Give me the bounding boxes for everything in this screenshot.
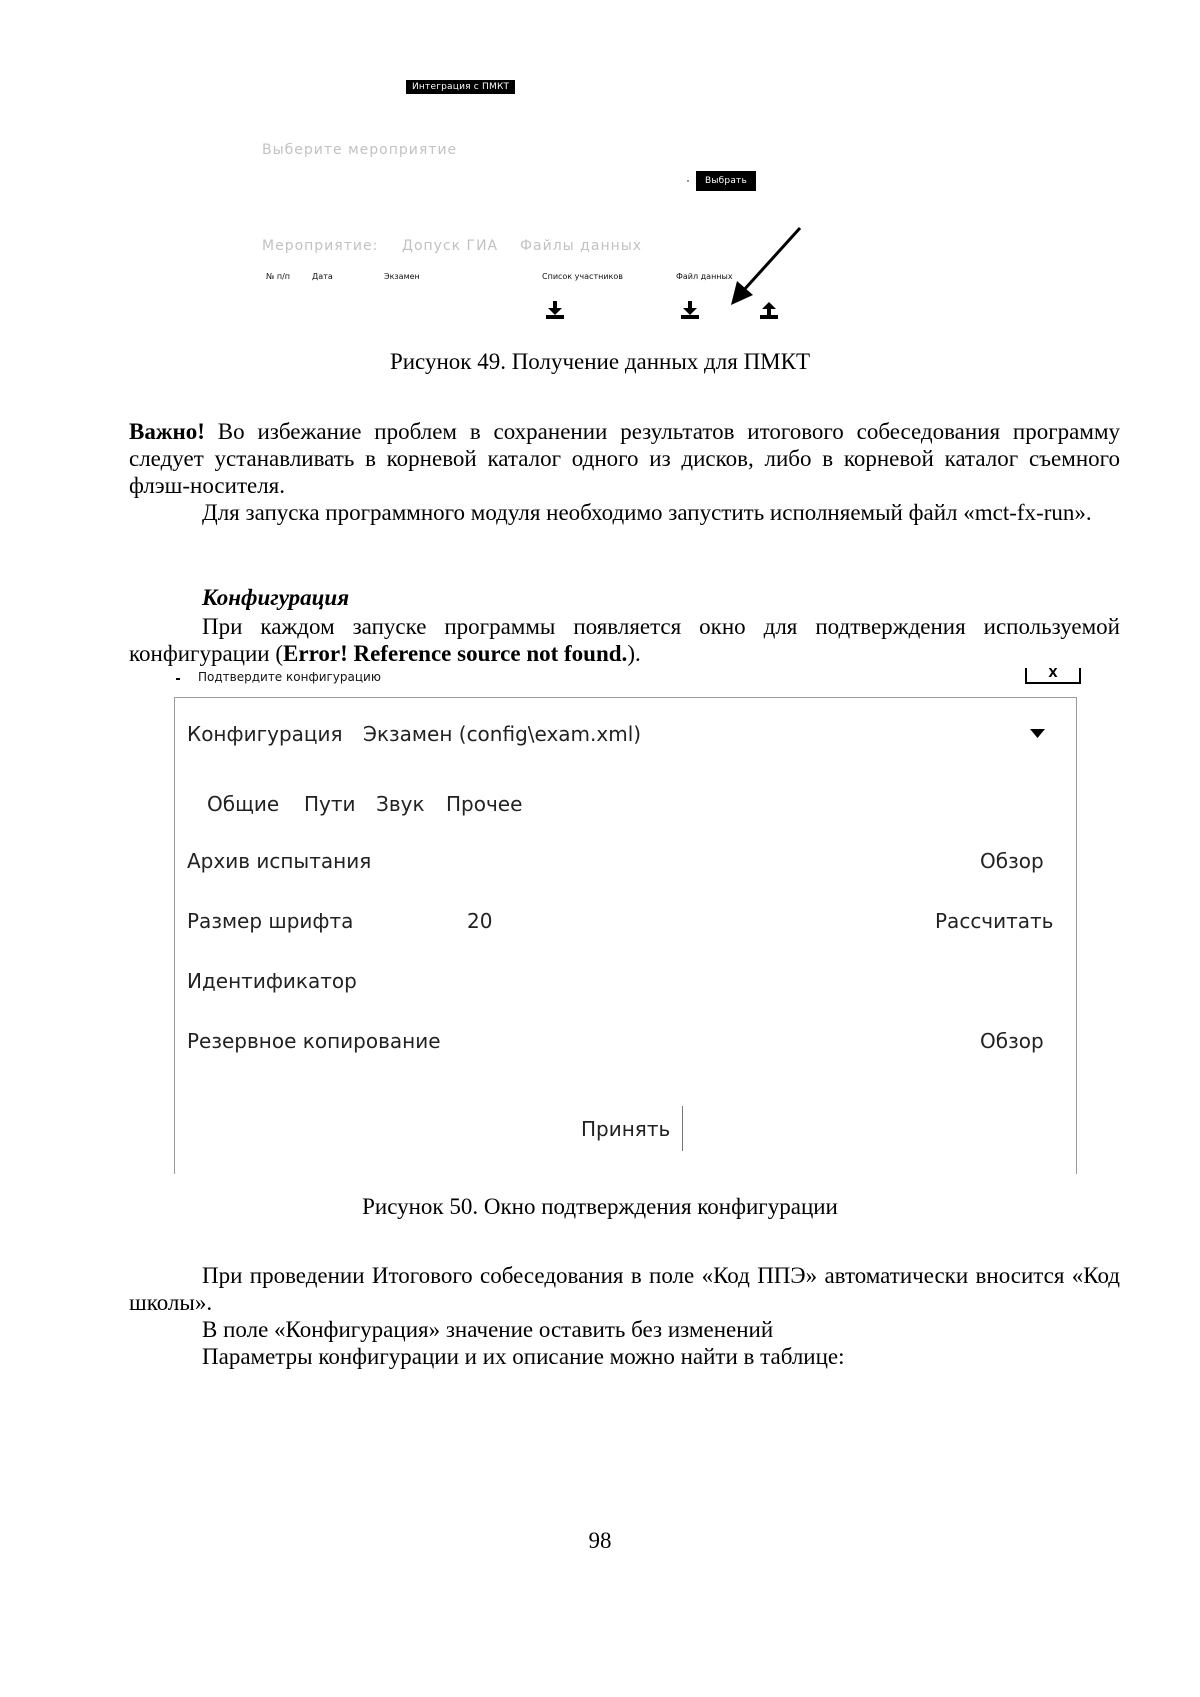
config-unchanged-paragraph: В поле «Конфигурация» значение оставить без изменений	[202, 1317, 774, 1342]
select-button[interactable]: Выбрать	[696, 171, 756, 191]
close-icon[interactable]: X	[1048, 666, 1058, 680]
calculate-button[interactable]: Рассчитать	[935, 909, 1054, 933]
config-paragraph	[129, 613, 1120, 667]
column-header-date: Дата	[312, 272, 333, 281]
dialog-panel	[174, 697, 1077, 1174]
reference-error: Error! Reference source not found.	[283, 641, 628, 666]
column-header-data-file: Файл данных	[676, 272, 733, 281]
download-icon[interactable]	[680, 300, 700, 320]
tab-paths[interactable]: Пути	[304, 792, 356, 816]
backup-browse-button[interactable]: Обзор	[980, 1029, 1044, 1053]
tab-sound[interactable]: Звук	[376, 792, 425, 816]
dropdown-marker	[687, 180, 689, 182]
window-title: Подтвердите конфигурацию	[198, 670, 381, 684]
archive-label: Архив испытания	[187, 849, 372, 873]
accept-button[interactable]: Принять	[581, 1117, 671, 1141]
close-button[interactable]	[1025, 668, 1081, 684]
kod-ppe-paragraph: При проведении Итогового собеседования в поле «Код ППЭ» автоматически вносится «Код школы».	[129, 1263, 1120, 1315]
important-label: Важно!	[129, 419, 205, 444]
params-table-paragraph: Параметры конфигурации и их описание можно найти в таблице:	[202, 1344, 845, 1369]
launch-paragraph: Для запуска программного модуля необходимо запустить исполняемый файл «mct-fx-run».	[202, 500, 1092, 525]
divider	[682, 1106, 683, 1151]
important-paragraph	[129, 418, 1120, 499]
important-text: Во избежание проблем в сохранении результатов итогового собеседования программу следует устанавливать в корневой каталог одного из дисков, либо в корневой каталог съемного флэш-носителя.	[129, 419, 1120, 498]
select-event-label: Выберите мероприятие	[262, 142, 458, 158]
event-label: Мероприятие:	[262, 238, 379, 254]
window-menu-icon[interactable]	[176, 678, 180, 680]
column-header-participants: Список участников	[542, 272, 623, 281]
config-label: Конфигурация	[187, 722, 343, 746]
config-text-end: ).	[627, 641, 641, 666]
tab-other[interactable]: Прочее	[446, 792, 523, 816]
page-number: 98	[588, 1528, 612, 1553]
column-header-exam: Экзамен	[384, 272, 420, 281]
tab-general[interactable]: Общие	[207, 792, 280, 816]
figure-50-caption: Рисунок 50. Окно подтверждения конфигурации	[362, 1194, 838, 1219]
archive-browse-button[interactable]: Обзор	[980, 849, 1044, 873]
data-files-label: Файлы данных	[520, 238, 643, 254]
chevron-down-icon[interactable]	[1030, 729, 1045, 738]
column-header-number: № п/п	[266, 272, 291, 281]
annotation-arrow	[725, 225, 805, 310]
figure-49-caption: Рисунок 49. Получение данных для ПМКТ	[389, 349, 811, 374]
font-size-value[interactable]: 20	[467, 909, 493, 933]
download-icon[interactable]	[545, 300, 565, 320]
identifier-label: Идентификатор	[187, 969, 357, 993]
event-value: Допуск ГИА	[402, 238, 499, 254]
integration-pmkt-button[interactable]: Интеграция с ПМКТ	[406, 80, 515, 94]
config-text: При каждом запуске программы появляется окно для подтверждения используемой конфигурации (	[129, 614, 1120, 666]
backup-label: Резервное копирование	[187, 1029, 441, 1053]
font-size-label: Размер шрифта	[187, 909, 354, 933]
config-select-value[interactable]: Экзамен (config\exam.xml)	[363, 722, 642, 746]
section-heading: Конфигурация	[202, 585, 350, 610]
